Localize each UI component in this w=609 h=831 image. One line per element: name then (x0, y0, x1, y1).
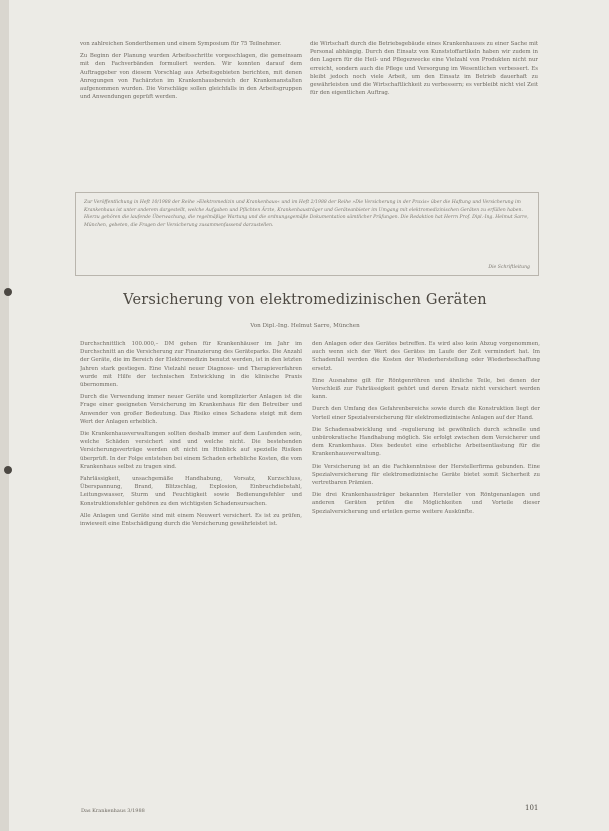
article-paragraph: Durch die Verwendung immer neuer Geräte und komplizierter Anlagen ist die Frage einer geeigneten Versicherung im Krankenhaus für den Betreiber und Anwender von großer Bedeutung. Das Risiko eines Schadens steigt mit dem Wert der Anlagen erheblich. (80, 394, 302, 425)
page-edge (0, 0, 9, 831)
editorial-note-signature: Die Schriftleitung (488, 265, 530, 271)
article-paragraph: Die Schadensabwicklung und -regulierung ist gewöhnlich durch schnelle und unbürokratische Handhabung möglich. Sie erfolgt zwischen dem Versicherer und dem Krankenhaus. Dies bedeutet eine erhebliche Arbeitsentlastung für die Krankenhausverwaltung. (312, 426, 540, 458)
top-right-paragraph: die Wirtschaft durch die Betriebsgebäude eines Krankenhauses zu einer Sache mit Personal abhängig. Durch den Einsatz von Kunststoffartikeln haben wir zudem in den Lagern für die Heil- und Pflegezwecke eine Vielzahl von Produkten nicht nur erreicht, sondern auch die Pflege und Versorgung im Wesentlichen verbessert. Es bleibt jedoch noch viele Arbeit, um den Einsatz im Betrieb dauerhaft zu gewährleisten und die Wirtschaftlichkeit zu verbessern; es verbleibt nicht viel Zeit für den eigentlichen Auftrag. (310, 41, 538, 97)
footer-journal: Das Krankenhaus 3/1988 (81, 808, 145, 814)
editorial-note-text: Zur Veröffentlichung in Heft 10/1988 der Reihe »Elektromedizin und Krankenhaus« und im Heft 2/1988 der Reihe »Die Versicherung in der Praxis« über die Haftung und Versicherung im Krankenhaus ist unter anderem dargestellt, welche Aufgaben und Pflichten Ärzte, Krankenhausträger und Geräteanbieter im Umgang mit elektromedizinischen Geräten zu erfüllen haben. Hierzu gehören die laufende Überwachung, die regelmäßige Wartung und die ordnungsgemäße Dokumentation sämtlicher Prüfungen. Die Redaktion hat Herrn Prof. Dipl.-Ing. Helmut Sarre, München, gebeten, die Fragen der Versicherung zusammenfassend darzustellen. (84, 200, 529, 228)
top-left-paragraph: Zu Beginn der Planung wurden Arbeitsschritte vorgeschlagen, die gemeinsam mit den Fachverbänden formuliert werden. Wir konnten darauf dem Auftraggeber von diesem Vorschlag aus Arbeitsgebieten berichten, mit denen Anregungen von Fachärzten im Krankenhausbereich der Krankenanstalten aufgenommen wurden. Die Vorschläge sollen gleichfalls in den Arbeitsgruppen und Anwendungen geprüft werden. (80, 53, 302, 101)
article-paragraph: Durch den Umfang des Gefahrenbereichs sowie durch die Konstruktion liegt der Vorteil einer Spezialversicherung für elektromedizinische Anlagen auf der Hand. (312, 406, 540, 421)
article-paragraph: Alle Anlagen und Geräte sind mit einem Neuwert versichert. Es ist zu prüfen, inwieweit eine Entschädigung durch die Versicherung gewährleistet ist. (80, 512, 302, 528)
article-title: Versicherung von elektromedizinischen Geräten (123, 292, 487, 308)
top-left-paragraph: von zahlreichen Sonderthemen und einem Symposium für 75 Teilnehmer. (80, 41, 282, 47)
top-left-column (80, 40, 302, 190)
article-author: Von Dipl.-Ing. Helmut Sarre, München (250, 323, 360, 329)
editorial-note-box (75, 192, 539, 276)
article-right-column (312, 340, 540, 785)
article-paragraph: Fahrlässigkeit, unsachgemäße Handhabung, Vorsatz, Kurzschluss, Überspannung, Brand, Blitzschlag, Explosion, Einbruchdiebstahl, Leitungswasser, Sturm und Feuchtigkeit sowie Bedienungsfehler und Konstruktionsfehler gehören zu den wichtigsten Schadensursachen. (80, 476, 302, 507)
article-paragraph: Die Versicherung ist an die Fachkenntnisse der Herstellerfirma gebunden. Eine Spezialversicherung für elektromedizinische Geräte bietet somit Sicherheit zu vertretbaren Prämien. (312, 463, 540, 487)
article-paragraph: Eine Ausnahme gilt für Röntgenröhren und ähnliche Teile, bei denen der Verschleiß zur Fahrlässigkeit gehört und deren Ersatz nicht versichert werden kann. (312, 377, 540, 401)
binder-hole-bottom (4, 466, 12, 474)
top-right-column (310, 40, 538, 190)
article-left-column (80, 340, 302, 785)
article-paragraph: Die drei Krankenhausträger bekannten Hersteller von Röntgenanlagen und anderen Geräten prüfen die Möglichkeiten und Vorteile dieser Spezialversicherung und erteilen gerne weitere Auskünfte. (312, 492, 540, 515)
binder-hole-top (4, 288, 12, 296)
article-paragraph: Durchschnittlich 100.000,– DM gehen für Krankenhäuser im Jahr im Durchschnitt an die Versicherung zur Finanzierung des Geräteparks. Die Anzahl der Geräte, die im Bereich der Elektromedizin benutzt werden, ist in den letzten Jahren stark gestiegen. Eine Vielzahl neuer Diagnose- und Therapieverfahren wurde mit Hilfe der technischen Entwicklung in die klinische Praxis übernommen. (80, 341, 302, 389)
article-paragraph: Die Krankenhausverwaltungen sollten deshalb immer auf dem Laufenden sein, welche Schäden versichert sind und welche nicht. Die bestehenden Versicherungsverträge werden oft nicht im Hinblick auf spezielle Risiken überprüft. In der Folge entstehen bei einem Schaden erhebliche Kosten, die vom Krankenhaus selbst zu tragen sind. (80, 431, 302, 470)
article-paragraph: den Anlagen oder des Gerätes betreffen. Es wird also kein Abzug vorgenommen, auch wenn sich der Wert des Gerätes im Laufe der Zeit vermindert hat. Im Schadenfall werden die Kosten der Wiederherstellung oder Wiederbeschaffung ersetzt. (312, 341, 540, 372)
page-number: 101 (525, 804, 539, 812)
